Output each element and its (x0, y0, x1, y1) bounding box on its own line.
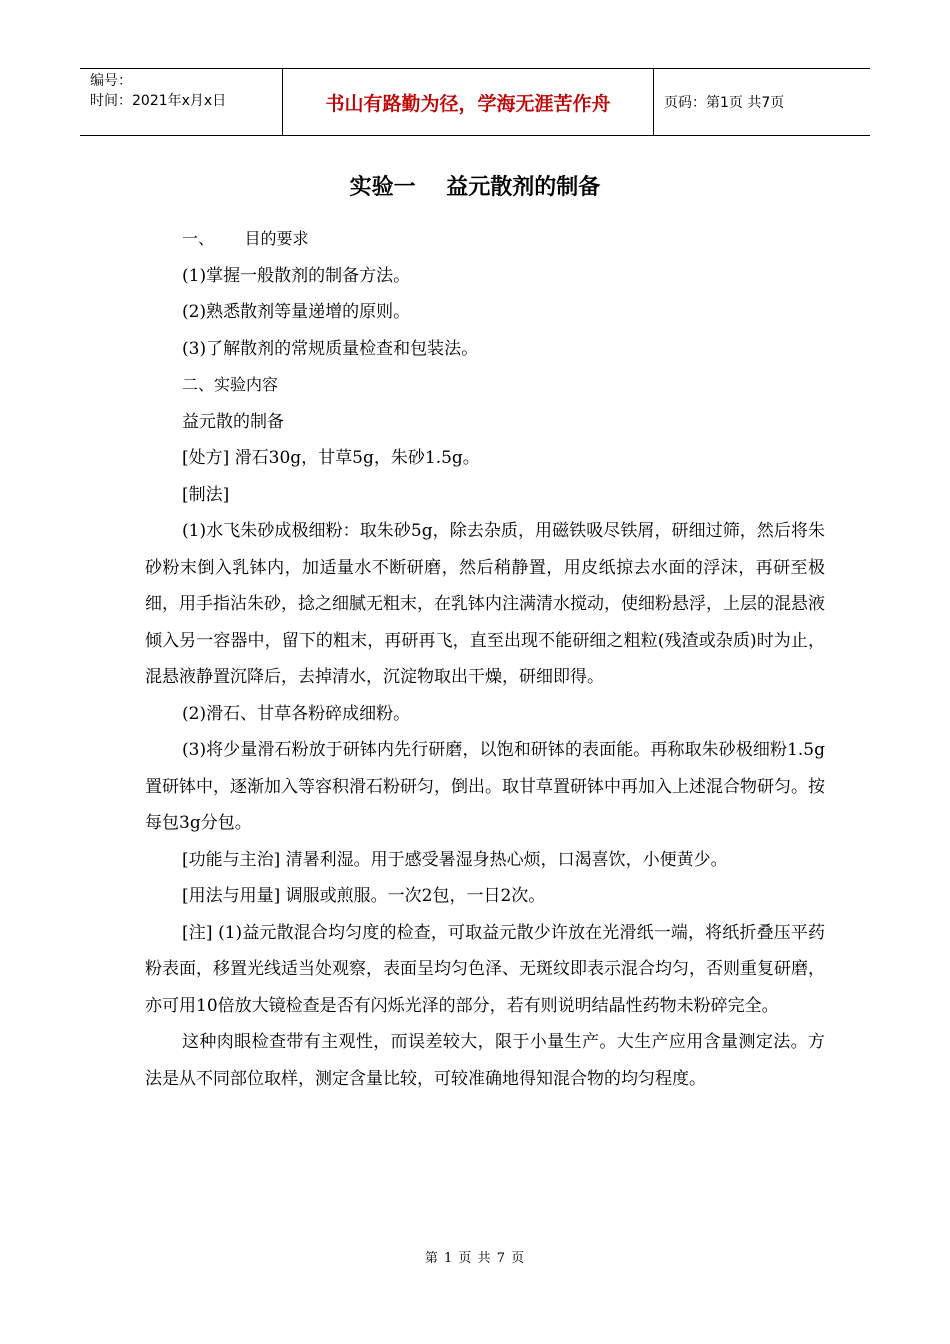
objective-item: (3)了解散剂的常规质量检查和包装法。 (182, 338, 479, 359)
document-date-label: 时间：2021年x月x日 (90, 93, 227, 109)
page-header (80, 68, 870, 136)
formula-paragraph: [处方] 滑石30g，甘草5g，朱砂1.5g。 (182, 448, 480, 468)
objective-item: (1)掌握一般散剂的制备方法。 (182, 265, 411, 286)
section1-number: 一、 (182, 229, 215, 248)
preparation-subtitle: 益元散的制备 (182, 411, 284, 432)
note-paragraph: [注] (1)益元散混合均匀度的检查，可取益元散少许放在光滑纸一端，将纸折叠压平药粉表面，移置光线适当处观察，表面呈均匀色泽、无斑纹即表示混合均匀，否则重复研磨，亦可用10倍放大镜检查是否有闪烁光泽的部分，若有则说明结晶性药物未粉碎完全。 (145, 922, 825, 1016)
document-title: 实验一 益元散剂的制备 (349, 175, 601, 200)
document-number-label: 编号： (90, 73, 132, 89)
document-body (145, 221, 825, 1097)
header-page-info: 页码：第1页 共7页 (664, 95, 785, 111)
note-continuation-paragraph: 这种肉眼检查带有主观性，而误差较大，限于小量生产。大生产应用含量测定法。方法是从不同部位取样，测定含量比较，可较准确地得知混合物的均匀程度。 (145, 1032, 825, 1089)
header-meta (80, 69, 282, 135)
method-label: [制法] (182, 484, 230, 505)
page-footer: 第 1 页 共 7 页 (424, 1251, 526, 1266)
header-motto: 书山有路勤为径，学海无涯苦作舟 (282, 69, 654, 135)
section2-heading: 二、实验内容 (182, 375, 279, 394)
method-step: (3)将少量滑石粉放于研钵内先行研磨，以饱和研钵的表面能。再称取朱砂极细粉1.5g置研钵中，逐渐加入等容积滑石粉研匀，倒出。取甘草置研钵中再加入上述混合物研匀。按每包3g分包。 (145, 740, 825, 833)
method-step: (1)水飞朱砂成极细粉：取朱砂5g，除去杂质，用磁铁吸尽铁屑，研细过筛，然后将朱砂粉末倒入乳钵内，加适量水不断研磨，然后稍静置，用皮纸掠去水面的浮沫，再研至极细，用手指沾朱砂，捻之细腻无粗末，在乳钵内注满清水搅动，使细粉悬浮，上层的混悬液倾入另一容器中，留下的粗末，再研再飞，直至出现不能研细之粗粒(残渣或杂质)时为止，混悬液静置沉降后，去掉清水，沉淀物取出干燥，研细即得。 (145, 521, 825, 687)
section1-title: 目的要求 (244, 229, 309, 248)
section1-heading (145, 221, 825, 258)
function-paragraph: [功能与主治] 清暑利湿。用于感受暑湿身热心烦，口渴喜饮，小便黄少。 (182, 849, 728, 870)
method-step: (2)滑石、甘草各粉碎成细粉。 (182, 703, 411, 724)
usage-paragraph: [用法与用量] 调服或煎服。一次2包，一日2次。 (182, 886, 546, 906)
objective-item: (2)熟悉散剂等量递增的原则。 (182, 302, 411, 322)
